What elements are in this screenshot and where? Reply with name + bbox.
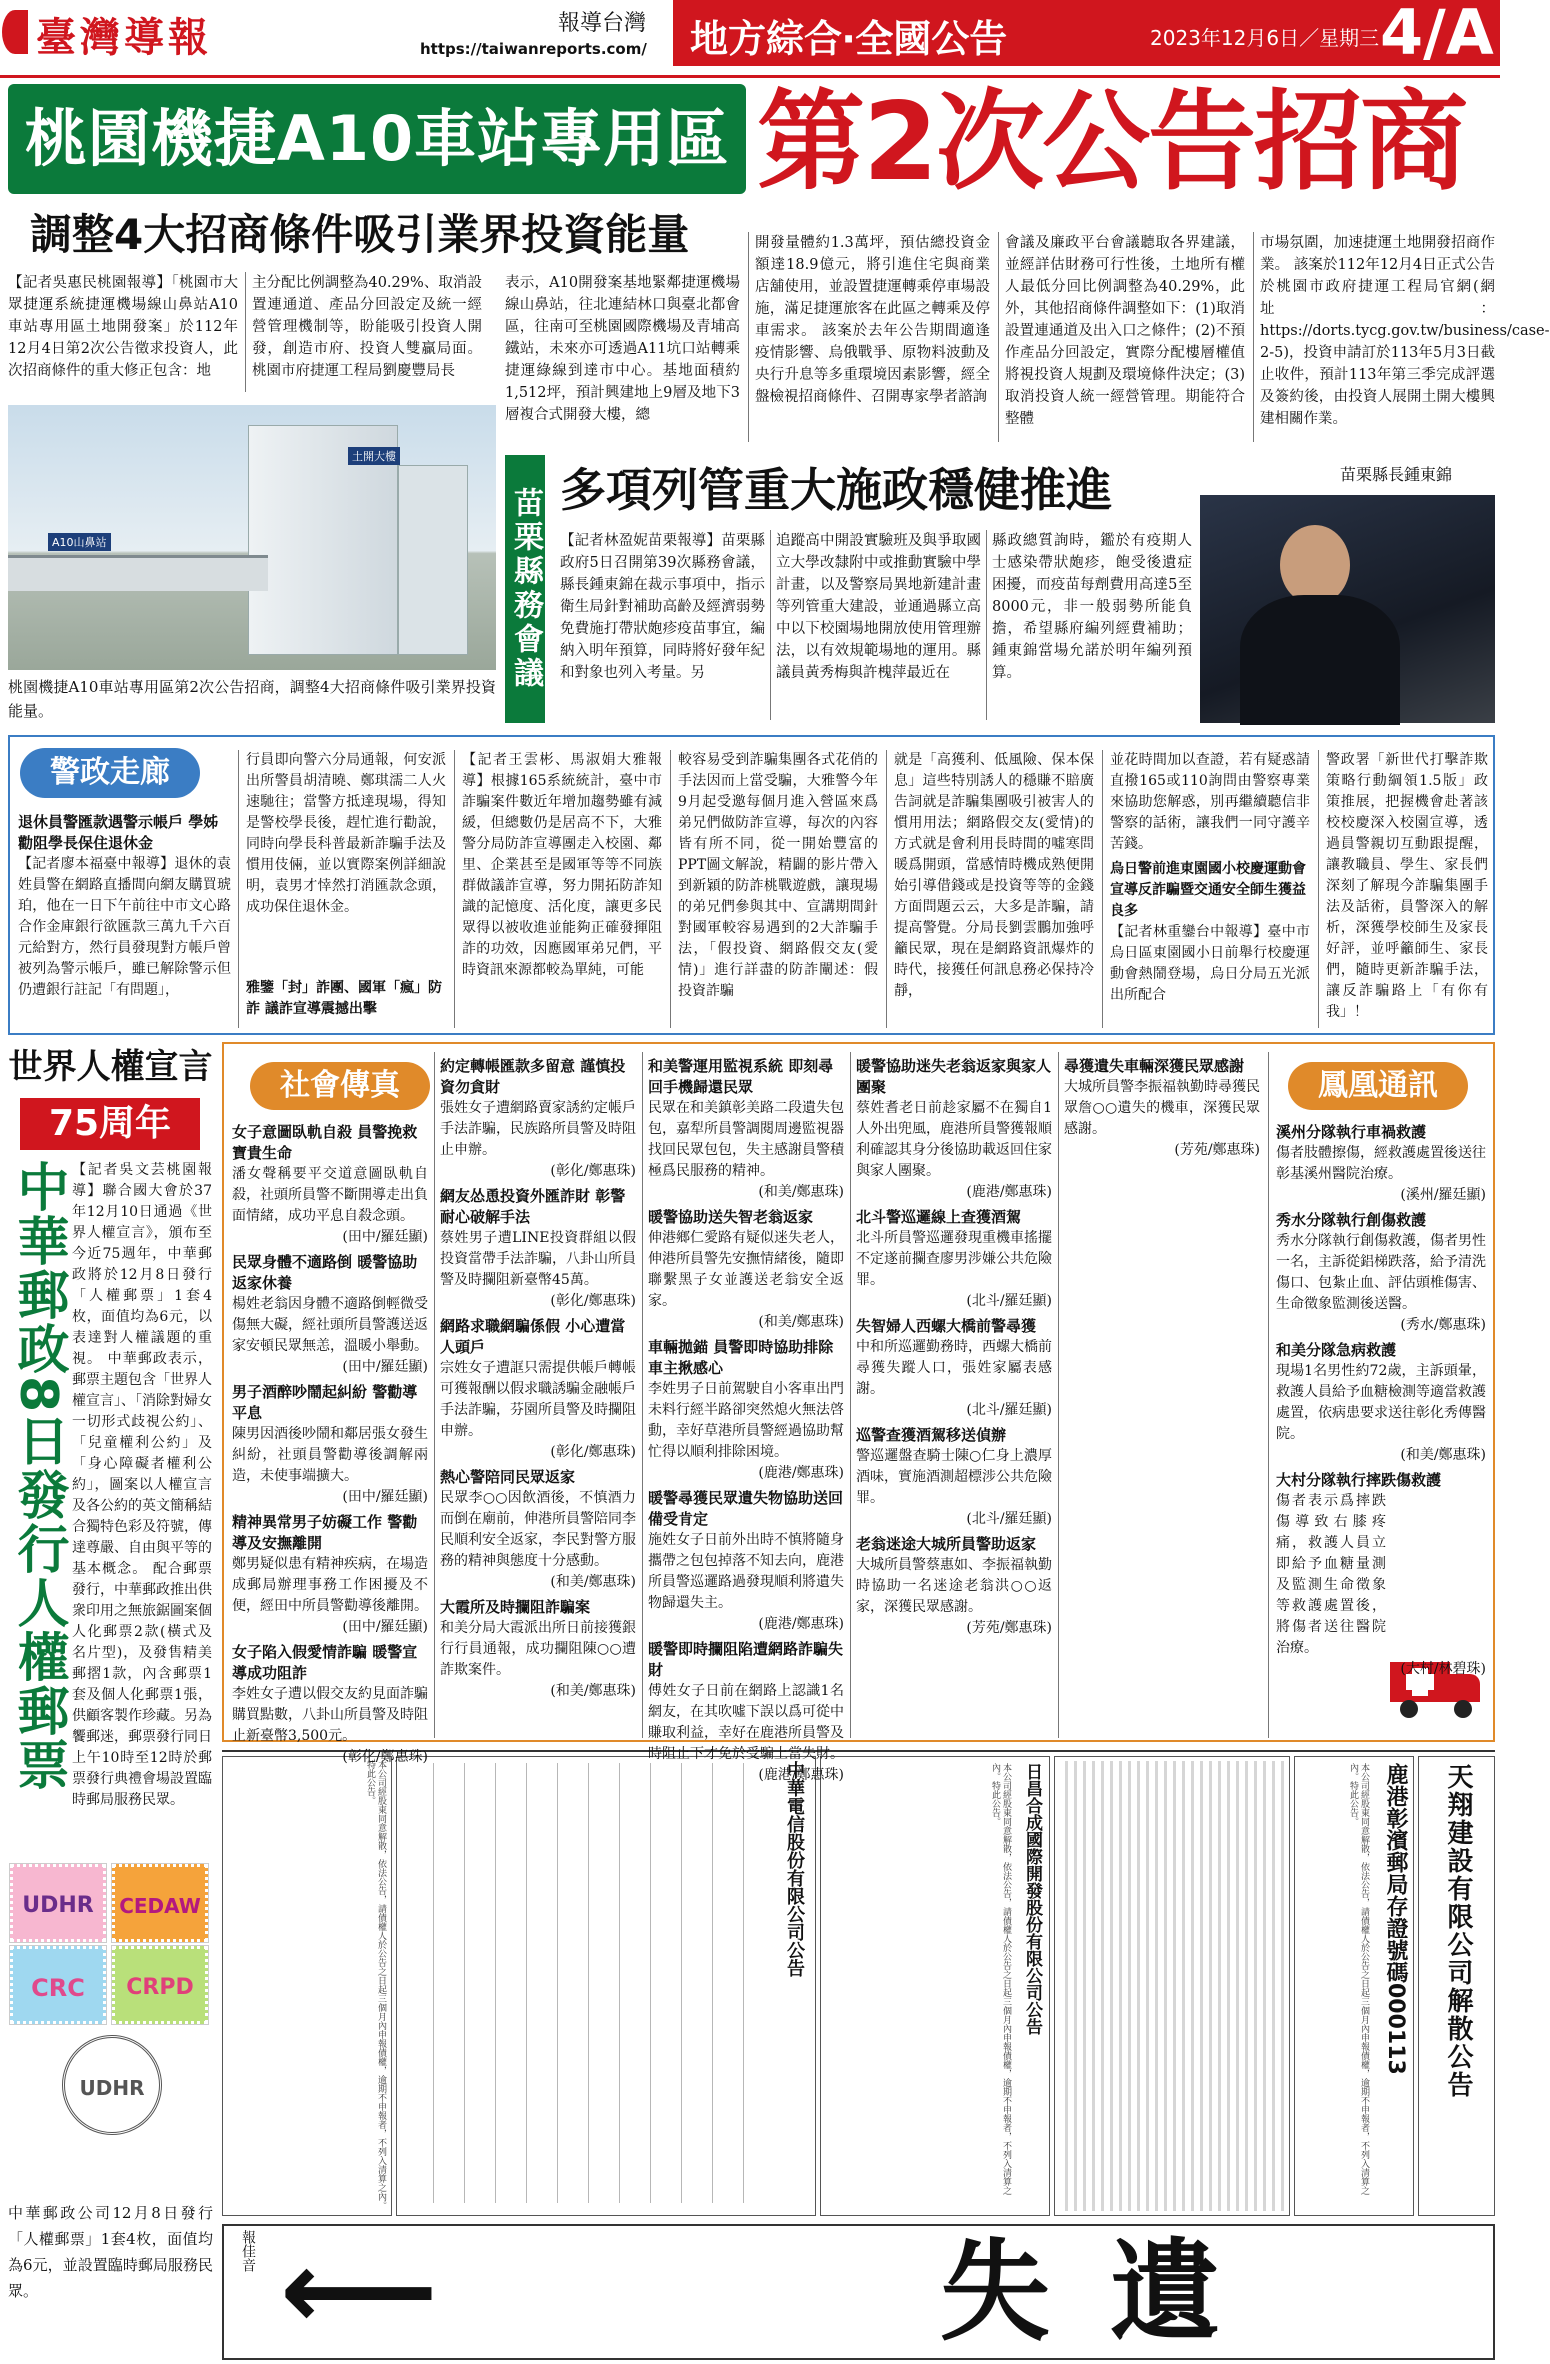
notice-huayuan-title: 中華電信股份有限公司公告: [784, 1761, 805, 1977]
lead-col-2: 主分配比例調整為40.29%、取消設置連通道、產品分回設定及統一經營管理機制等，盼能吸引投資人開發，創造市府、投資人雙贏局面。 桃園市府捷運工程局劉慶豐局長: [252, 275, 482, 379]
lead-col-5: 會議及廉政平台會議聽取各界建議，並經詳估財務可行性後，土地所有權人最低分回比例調整為40.29%，此外，其他招商條件調整如下：(1)取消設置連通道及出入口之條件；(2)不預作產品分回設定，實際分配樓層權值將視投資人規劃及環境條件決定；(3)取消投資人統一經營管理。期能符合整體: [1005, 235, 1245, 427]
phoenix-brief-body: 傷者表示爲摔跌傷導致右膝疼痛，救護人員立即給予血糖量測及監測生命徵象等救護處置後，將傷者送往醫院治療。: [1276, 1493, 1386, 1656]
society-brief-source: (芳苑/鄭惠珠): [1174, 1142, 1260, 1158]
society-column: [1064, 1052, 1260, 1738]
society-brief-headline: 女子陷入假愛情詐騙 暖警宣導成功阻詐: [232, 1643, 418, 1682]
society-brief-headline: 男子酒醉吵鬧起糾紛 警勸導平息: [232, 1383, 418, 1422]
society-brief-source: (鹿港/鄭惠珠): [758, 1465, 844, 1481]
society-brief-source: (田中/羅廷顯): [342, 1359, 428, 1375]
notice-ad-title: 日昌合成國際開發股份有限公司公告: [1022, 1763, 1042, 2035]
society-brief-headline: 暖警協助迷失老翁返家與家人團聚: [856, 1057, 1052, 1096]
phoenix-brief-source: (大村/林碧珠): [1400, 1661, 1486, 1677]
society-brief-source: (彰化/鄭惠珠): [550, 1444, 636, 1460]
page-number: 4/A: [1380, 0, 1494, 69]
notice-block-tianxiang: [1418, 1756, 1495, 2216]
police-col-6: [1110, 750, 1310, 1028]
society-brief-source: (北斗/羅廷顯): [966, 1402, 1052, 1418]
lost-banner-small: 報佳音: [240, 2230, 256, 2272]
society-brief-headline: 巡警查獲酒駕移送偵辦: [856, 1426, 1007, 1444]
society-brief-source: (彰化/鄭惠珠): [550, 1163, 636, 1179]
photo-label-building: 土開大樓: [348, 447, 400, 465]
police-col-2: 行員即向警六分局通報，何安派出所警員胡清曉、鄭琪濡二人火速馳往；當警方抵達現場，得知是警校學長後，趕忙進行勸說，同時向學長科普最新詐騙手法及慣用伎倆，並以實際案例詳細說明，袁男才悻然打消匯款念頭，成功保住退休金。: [246, 752, 446, 915]
society-brief-source: (彰化/鄭惠珠): [342, 1749, 428, 1765]
phoenix-brief-source: (秀水/鄭惠珠): [1400, 1317, 1486, 1333]
society-brief-source: (鹿港/鄭惠珠): [966, 1184, 1052, 1200]
society-brief-body: 張姓女子遭網路賣家誘約定帳戶手法詐騙，民族路所員警及時阻止申辦。: [440, 1100, 636, 1158]
society-brief-source: (北斗/羅廷顯): [966, 1511, 1052, 1527]
society-brief-body: 蔡姓男子遭LINE投資群組以假投資當帶手法詐騙，八卦山所員警及時攔阻新臺幣45萬。: [440, 1230, 636, 1288]
lost-banner-text: 遺失: [940, 2228, 1280, 2356]
notice-block-ad: [820, 1756, 1050, 2216]
society-brief-headline: 民眾身體不適路倒 暖警協助返家休養: [232, 1253, 418, 1292]
miaoli-col-3: 縣政總質詢時，鑑於有疫期人士感染帶狀皰疹，飽受後遺症困擾，而疫苗每劑費用高達5至8000元，非一般弱勢所能負擔，希望縣府編列經費補助；鍾東錦當場允諾於明年編列預算。: [992, 533, 1192, 681]
lead-headline: 第2次公告招商: [757, 80, 1467, 205]
society-column: [232, 1118, 428, 1765]
udhr-title: 世界人權宣言: [8, 1047, 213, 1087]
society-brief-source: (彰化/鄭惠珠): [550, 1293, 636, 1309]
lead-kicker: 桃園機捷A10車站專用區: [8, 84, 746, 194]
lead-photo: [8, 405, 496, 670]
society-brief-body: 伸港鄉仁愛路有疑似迷失老人，伸港所員警先安撫情緒後，隨即聯繫黑子女並護送老翁安全返家。: [648, 1230, 844, 1309]
police-col-7: 警政署「新世代打擊詐欺策略行動綱領1.5版」政策推展，把握機會赴著該校校慶深入校園宣導，透過員警親切互動跟提醒，讓教職員、學生、家長們深刻了解現今詐騙集團手法及話術，員警深入的解析，深獲學校師生及家長好評，並呼籲師生、家長們，隨時更新詐騙手法，讓反詐騙路上「有你有我」！: [1326, 752, 1488, 1020]
logo-icon: [2, 10, 28, 54]
notice-fine-print: [1059, 1761, 1285, 2211]
speaker-figure: [1240, 595, 1400, 725]
society-brief-body: 施姓女子日前外出時不慎將隨身攜帶之包包掉落不知去向，鹿港所員警巡邏路過發現順利將遺失物歸還失主。: [648, 1532, 844, 1611]
phoenix-brief-body: 傷者肢體擦傷，經救護處置後送往彰基溪州醫院治療。: [1276, 1145, 1486, 1182]
society-brief-body: 民眾李○○因飲酒後，不慎酒力而倒在廟前，伸港所員警陪同李民順利安全返家，李民對警方服務的精神與態度十分感動。: [440, 1490, 636, 1569]
society-brief-body: 宗姓女子遭誆只需提供帳戶轉帳可獲報酬以假求職誘騙金融帳戶手法詐騙，芬園所員警及時攔阻申辦。: [440, 1360, 636, 1439]
notice-block-lugang: [1294, 1756, 1414, 2216]
police-col-1: [18, 808, 231, 1030]
society-brief-headline: 尋獲遺失車輛深獲民眾感謝: [1064, 1057, 1245, 1075]
society-brief-headline: 約定轉帳匯款多留意 謹慎投資勿貪財: [440, 1057, 626, 1096]
phoenix-brief-headline: 秀水分隊執行創傷救護: [1276, 1211, 1427, 1229]
lead-col-6: 市場氛圍，加速捷運土地開發招商作業。 該案於112年12月4日正式公告於桃園市政府捷運工程局官網(網址：https://dorts.tycg.gov.tw/business/case-2-5)，投資申請訂於113年5月3日截止收件，預計113年第三季完成評選及簽約後，由投資人展開土開大樓興建相關作業。: [1260, 235, 1550, 427]
society-brief-headline: 車輛拋錨 員警即時協助排除 車主揪感心: [648, 1338, 834, 1377]
police-body-1: 【記者廖本福臺中報導】退休的袁姓員警在網路直播間向網友購買琥珀，他在一日下午前往中市文心路合作金庫銀行欲匯款三萬九千六百元給對方，然行員發現對方帳戶曾被列為警示帳戶，雖已解除警示但仍遭銀行註記「有問題」，: [18, 856, 231, 998]
phoenix-title: 鳳凰通訊: [1288, 1062, 1468, 1110]
society-column: [856, 1052, 1052, 1738]
society-brief-headline: 網路求職網騙係假 小心遭當人頭戶: [440, 1317, 626, 1356]
masthead-tagline: 報導台灣: [558, 11, 647, 36]
lead-col-3: 表示，A10開發案基地緊鄰捷運機場線山鼻站，往北連結林口與臺北都會區，往南可至桃園國際機場及青埔高鐵站，未來亦可透過A11坑口站轉乘捷運綠線到達市中心。基地面積約1,512坪，預計興建地上9層及地下3層複合式開發大樓，總: [505, 275, 740, 423]
police-col-5: 就是「高獲利、低風險、保本保息」這些特別誘人的穩賺不賠廣告詞就是詐騙集團吸引被害人的慣用用法；網路假交友(愛情)的方式就是會利用長時間的噓寒問暖爲開頭，當感情時機成熟便開始引導借錢或是投資等等的金錢方面問題云云，大多是詐騙，請提高警覺。分局長劉雲鵬加強呼籲民眾，現在是網路資訊爆炸的時代，接獲任何訊息務必保持冷靜，: [894, 752, 1094, 999]
masthead-url[interactable]: https://taiwanreports.com/: [420, 40, 647, 58]
police-headline-1: 退休員警匯款遇警示帳戶 學姊勸阻學長保住退休金: [18, 813, 219, 852]
miaoli-headline: 多項列管重大施政穩健推進: [560, 463, 1112, 517]
udhr-badge: 75周年: [20, 1098, 200, 1150]
police-body-6: 並花時間加以查證，若有疑惑請直撥165或110詢問由警察專業來協助您解惑，別再繼續聽信非警察的話術，讓我們一同守護辛苦錢。: [1110, 752, 1310, 852]
miaoli-photo-caption: 苗栗縣長鍾東錦: [1340, 465, 1453, 484]
police-col-4: 較容易受到詐騙集團各式花俏的手法因而上當受騙，大雅警今年9月起受邀每個月進入營區來爲弟兄們做防詐宣導，每次的內容皆有所不同，從一開始豐富的PPT圖文解說，精闢的影片帶入到新穎的防詐桃戰遊戲，讓現場的弟兄們參與其中、宣講期間針對國軍較容易遇到的2大詐騙手法，「假投資、網路假交友(愛情)」進行詳盡的防詐闡述：假投資詐騙: [678, 752, 878, 999]
lead-col-1: 【記者吳惠民桃園報導】「桃園市大眾捷運系統捷運機場線山鼻站A10車站專用區土地開發案」於112年12月4日第2次公告徵求投資人，此次招商條件的重大修正包含：地: [8, 275, 238, 379]
society-brief-body: 民眾在和美鎮彰美路二段遺失包包，嘉犁所員警調閱周邊監視器找回民眾包包，失主感謝員警積極爲民服務的精神。: [648, 1100, 844, 1179]
society-brief-body: 警巡邏盤查騎士陳○仁身上濃厚酒味，實施酒測超標涉公共危險罪。: [856, 1448, 1052, 1506]
notice-table-grid: [403, 1763, 771, 2203]
society-column: [440, 1052, 636, 1738]
police-title: 警政走廊: [20, 748, 200, 798]
notice-block-fine: [1054, 1756, 1290, 2216]
society-brief-body: 傅姓女子日前在網路上認識1名網友，在其吹噓下誤以爲可從中賺取利益，幸好在鹿港所員警及時阻止下才免於受騙上當失財。: [648, 1683, 844, 1762]
police-headline-3: 烏日警前進東園國小校慶運動會宣導反詐騙暨交通安全師生獲益良多: [1110, 861, 1306, 919]
society-brief-body: 楊姓老翁因身體不適路倒輕微受傷無大礙，經社頭所員警護送返家安頓民眾無恙，溫暖小舉動。: [232, 1296, 428, 1354]
society-brief-body: 大城所員警蔡惠如、李振福執勤時協助一名迷途老翁洪○○返家，深獲民眾感謝。: [856, 1557, 1052, 1615]
notice-huayuan-fill: 本公司經股東同意解散，依法公告，請債權人於公告之日起三個月內申報債權，逾期不申報者，不列入清算之內。特此公告。: [365, 1760, 386, 2210]
lead-subhead: 調整4大招商條件吸引業界投資能量: [30, 210, 690, 259]
masthead: [0, 0, 1500, 78]
stamp-crpd: CRPD: [112, 1946, 208, 2024]
section-title: 地方綜合‧全國公告: [690, 17, 1008, 61]
society-brief-headline: 精神異常男子妨礙工作 警勸導及安撫離開: [232, 1513, 418, 1552]
society-brief-source: (田中/羅廷顯): [342, 1619, 428, 1635]
society-brief-headline: 暖警尋獲民眾遺失物協助送回備受肯定: [648, 1489, 844, 1528]
phoenix-column: [1276, 1118, 1486, 1738]
society-brief-headline: 暖警協助送失智老翁返家: [648, 1208, 814, 1226]
notice-block-table: [396, 1756, 816, 2216]
society-brief-body: 蔡姓耆老日前趁家屬不在獨自1人外出兜風，鹿港所員警獲報順利確認其身分後協助載返回住家與家人團聚。: [856, 1100, 1052, 1179]
masthead-logo: 臺灣導報: [36, 14, 212, 61]
phoenix-brief-body: 秀水分隊執行創傷救護，傷者男性一名，主訴從鋁梯跌落，給予清洗傷口、包紮止血、評估頭椎傷害、生命徵象監測後送醫。: [1276, 1233, 1486, 1312]
notice-ad-fill: 本公司經股東同意解散，依法公告，請債權人於公告之日起三個月內申報債權，逾期不申報者，不列入清算之內。特此公告。: [990, 1763, 1011, 2195]
phoenix-brief-headline: 溪州分隊執行車禍救護: [1276, 1123, 1427, 1141]
notice-lugang-fill: 本公司經股東同意解散，依法公告，請債權人於公告之日起三個月內申報債權，逾期不申報者，不列入清算之內。特此公告。: [1348, 1763, 1369, 2195]
society-brief-body: 大城所員警李振福執勤時尋獲民眾詹○○遺失的機車，深獲民眾感謝。: [1064, 1079, 1260, 1137]
station-illustration: [8, 555, 268, 591]
miaoli-photo: [1200, 495, 1495, 723]
lead-col-4: 開發量體約1.3萬坪，預估總投資金額達18.9億元，將引進住宅與商業店舖使用，並設置捷運轉乘停車場設施，滿足捷運旅客在此區之轉乘及停車需求。 該案於去年公告期間適逢疫情影響、烏俄戰爭、原物料波動及央行升息等多重環境因素影響，經全盤檢視招商條件、召開專家學者諮詢: [755, 235, 990, 405]
society-brief-headline: 和美警運用監視系統 即刻尋回手機歸還民眾: [648, 1057, 834, 1096]
society-brief-source: (和美/鄭惠珠): [550, 1574, 636, 1590]
phoenix-brief-headline: 和美分隊急病救護: [1276, 1341, 1397, 1359]
society-column: [648, 1052, 844, 1783]
society-brief-source: (芳苑/鄭惠珠): [966, 1620, 1052, 1636]
phoenix-brief-source: (和美/鄭惠珠): [1400, 1447, 1486, 1463]
society-brief-source: (鹿港/鄭惠珠): [758, 1767, 844, 1783]
society-brief-source: (和美/鄭惠珠): [758, 1314, 844, 1330]
society-brief-headline: 暖警即時攔阻陷遭網路詐騙失財: [648, 1640, 844, 1679]
miaoli-tag: 苗栗縣務會議: [505, 455, 545, 723]
society-brief-headline: 失智婦人西螺大橋前警尋獲: [856, 1317, 1037, 1335]
society-brief-source: (北斗/羅廷顯): [966, 1293, 1052, 1309]
society-brief-body: 陳男因酒後吵鬧和鄰居張女發生糾紛，社頭員警勸導後調解兩造，未使事端擴大。: [232, 1426, 428, 1484]
society-brief-headline: 大霞所及時攔阻詐騙案: [440, 1598, 591, 1616]
phoenix-brief-headline: 大村分隊執行摔跌傷救護: [1276, 1471, 1442, 1489]
photo-label-a10: A10山鼻站: [48, 533, 111, 551]
miaoli-col-1: 【記者林盈妮苗栗報導】苗栗縣政府5日召開第39次縣務會議，縣長鍾東錦在裁示事項中，指示衛生局針對補助高齡及經濟弱勢免費施打帶狀皰疹疫苗事宜，編納入明年預算，同時將好發年紀和對象也列入考量。另: [560, 533, 765, 681]
udhr-seal: UDHR: [62, 2035, 162, 2135]
speaker-figure: [1280, 525, 1350, 605]
society-brief-body: 潘女聲稱要平交道意圖臥軌自殺，社頭所員警不斷開導走出負面情緒，成功平息自殺念頭。: [232, 1166, 428, 1224]
society-brief-headline: 女子意圖臥軌自殺 員警挽救寶貴生命: [232, 1123, 418, 1162]
stamp-cedaw: CEDAW: [112, 1864, 208, 1942]
society-brief-body: 中和所巡邏勤務時，西螺大橋前尋獲失蹤人口，張姓家屬表感謝。: [856, 1339, 1052, 1397]
arrow-left-icon: ⟵: [280, 2226, 438, 2354]
society-brief-headline: 熱心警陪同民眾返家: [440, 1468, 576, 1486]
society-brief-source: (和美/鄭惠珠): [550, 1683, 636, 1699]
police-headline-2: 雅鑒「封」詐團、國軍「瘋」防詐 議詐宣導震撼出擊: [246, 980, 442, 1017]
society-brief-body: 李姓男子日前駕駛自小客車出門未料行經半路卻突然熄火無法啓動，幸好草港所員警經過協助幫忙得以順利排除困境。: [648, 1381, 844, 1460]
udhr-stamps: [8, 1862, 213, 2027]
society-brief-body: 和美分局大霞派出所日前接獲銀行行員通報，成功攔阻陳○○遭詐欺案件。: [440, 1620, 636, 1678]
udhr-body: 【記者吳文芸桃園報導】聯合國大會於37年12月10日通過《世界人權宣言》，頒布至今近75週年，中華郵政將於12月8日發行「人權郵票」1套4枚，面值均為6元，以表達對人權議題的重視。 中華郵政表示，郵票主題包含「世界人權宣言」、「消除對婦女一切形式歧視公約」、「兒童權利公約」及「身心障礙者權利公約」，圖案以人權宣言及各公約的英文簡稱結合獨特色彩及符號，傳達尊嚴、自由與平等的基本概念。 配合郵票發行，中華郵政推出供衆印用之無旅鋸圖案個人化郵票2款(橫式及名片型)，及發售精美郵摺1款，內含郵票1套及個人化郵票1張，供顧客製作珍藏。另為饗郵迷，郵票發行同日上午10時至12時於郵票發行典禮會場設置臨時郵局服務民眾。: [72, 1162, 212, 1808]
lead-photo-caption: 桃園機捷A10車站專用區第2次公告招商，調整4大招商條件吸引業界投資能量。: [8, 678, 496, 720]
phoenix-brief-body: 現場1名男性約72歲，主訴頭暈，救護人員給予血糖檢測等適當救護處置，依病患要求送往彰化秀傳醫院。: [1276, 1363, 1486, 1442]
notice-tianxiang-title: 天翔建設有限公司解散公告: [1443, 1763, 1473, 2099]
society-brief-body: 北斗所員警巡邏發現重機車搖擺不定遂前攔查廖男涉嫌公共危險罪。: [856, 1230, 1052, 1288]
stamp-crc: CRC: [10, 1946, 106, 2024]
police-body-6b: 【記者林重鑾台中報導】臺中市烏日區東園國小日前舉行校慶運動會熱鬧登場，烏日分局五光派出所配合: [1110, 924, 1310, 1003]
police-col-3: 【記者王雲彬、馬淑娟大雅報導】根據165系統統計，臺中市詐騙案件數近年增加趨勢雖有減緩，但總數仍是居高不下，大雅警分局防詐宣導團走入校園、鄰里、企業甚至是國軍等等不同族群做議詐宣導，努力開拓防詐知識的記憶度、活化度，讓更多民眾得以被收進並能夠正確發揮阻詐的功效，因應國軍弟兄們，平時資訊來源都較為單純，可能: [462, 752, 662, 978]
stamp-udhr: UDHR: [10, 1864, 106, 1942]
society-brief-headline: 老翁迷途大城所員警助返家: [856, 1535, 1037, 1553]
udhr-vertical-title: 中華郵政8日發行人權郵票: [8, 1160, 68, 1793]
society-brief-source: (鹿港/鄭惠珠): [758, 1616, 844, 1632]
society-brief-headline: 北斗警巡邏線上查獲酒駕: [856, 1208, 1022, 1226]
notice-block-huayuan: [222, 1756, 392, 2216]
issue-date: 2023年12月6日／星期三: [1150, 26, 1380, 50]
building-illustration: [398, 465, 468, 655]
phoenix-brief-source: (溪州/羅廷顯): [1400, 1187, 1486, 1203]
miaoli-col-2: 追蹤高中開設實驗班及與爭取國立大學改隸附中或推動實驗中學計畫，以及警察局異地新建計畫等列管重大建設，並通過縣立高中以下校園場地開放使用管理辦法，以有效規範場地的運用。縣議員黃秀梅與許槐萍最近在: [776, 533, 981, 681]
society-brief-source: (田中/羅廷顯): [342, 1489, 428, 1505]
notice-lugang-title: 鹿港彰濱郵局存證號碼000113: [1383, 1763, 1408, 2075]
society-brief-body: 鄭男疑似患有精神疾病，在場造成郵局辦理事務工作困擾及不便，經田中所員警勸導後離開。: [232, 1556, 428, 1614]
society-title: 社會傳真: [250, 1062, 430, 1110]
udhr-caption: 中華郵政公司12月8日發行「人權郵票」1套4枚，面值均為6元，並設置臨時郵局服務民眾。: [8, 2204, 213, 2300]
society-brief-source: (田中/羅廷顯): [342, 1229, 428, 1245]
society-brief-source: (和美/鄭惠珠): [758, 1184, 844, 1200]
society-brief-headline: 網友怂恿投資外匯詐財 彰警耐心破解手法: [440, 1187, 626, 1226]
society-brief-body: 李姓女子遭以假交友約見面詐騙購買點數，八卦山所員警及時阻止新臺幣3,500元。: [232, 1686, 428, 1744]
